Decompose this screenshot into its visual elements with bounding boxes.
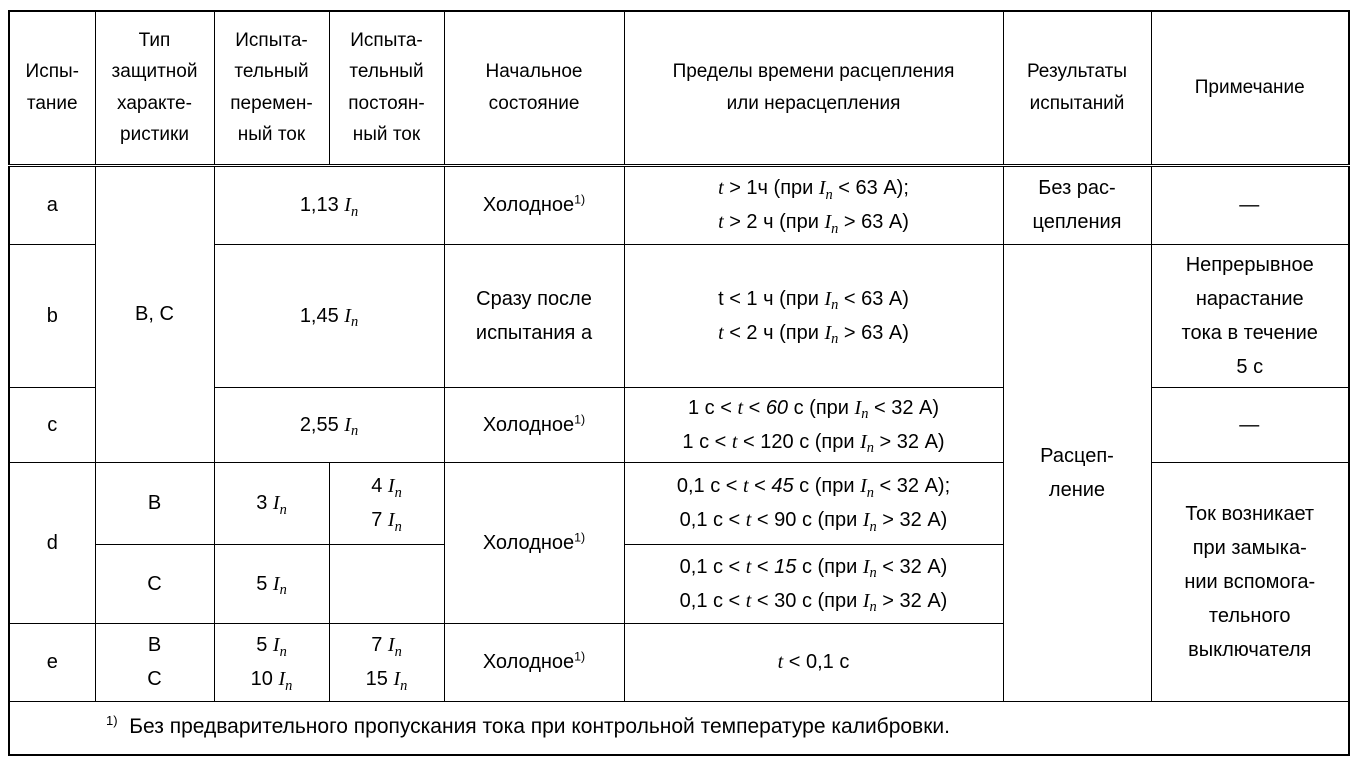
footnote-text: $^{1)}$ Без предварительного пропускания тока при контрольной температуре калибровки.: [9, 701, 1349, 755]
cell-d-c-dc: [329, 544, 444, 623]
cell-bcde-result: Расцеп- ление: [1003, 244, 1151, 701]
cell-d-b-ac: 3 $I_n$: [214, 462, 329, 544]
cell-b-limits: t < 1 ч (при $I_n < 63$ А) t < 2 ч (при $I_n > 63$ А): [624, 244, 1003, 387]
header-row: [9, 11, 1349, 165]
cell-d-c-type: С: [95, 544, 214, 623]
header-protection-type: Тип защитной характе- ристики: [95, 11, 214, 165]
header-test-results: Результаты испытаний: [1003, 11, 1151, 165]
cell-a-id: a: [9, 165, 95, 244]
footnote-row: [9, 701, 1349, 755]
cell-d-b-type: В: [95, 462, 214, 544]
cell-e-ac: 5 $I_n$ 10 $I_n$: [214, 623, 329, 701]
cell-a-limits: t > 1ч (при $I_n < 63$ А); t > 2 ч (при $I_n > 63$ А): [624, 165, 1003, 244]
cell-c-limits: 1 с < t < 60 с (при $I_n < 32$ А) 1 с < t < 120 с (при $I_n > 32$ А): [624, 387, 1003, 462]
trip-time-test-table: [8, 10, 1350, 756]
cell-b-state: Сразу после испытания а: [444, 244, 624, 387]
cell-b-current: 1,45 $I_n$: [214, 244, 444, 387]
header-initial-state: Начальное состояние: [444, 11, 624, 165]
cell-a-state: Холодное$^{1)}$: [444, 165, 624, 244]
header-time-limits: Пределы времени расцепления или нерасцепления: [624, 11, 1003, 165]
cell-b-note: Непрерывное нарастание тока в течение 5 с: [1151, 244, 1349, 387]
cell-c-note: —: [1151, 387, 1349, 462]
cell-a-note: —: [1151, 165, 1349, 244]
cell-e-type: В С: [95, 623, 214, 701]
header-test: Испы- тание: [9, 11, 95, 165]
header-test-ac-current: Испыта- тельный перемен- ный ток: [214, 11, 329, 165]
cell-e-limits: t < 0,1 с: [624, 623, 1003, 701]
cell-d-b-dc: 4 $I_n$ 7 $I_n$: [329, 462, 444, 544]
cell-abc-type: В, С: [95, 165, 214, 462]
cell-e-state: Холодное$^{1)}$: [444, 623, 624, 701]
cell-a-result: Без рас- цепления: [1003, 165, 1151, 244]
cell-d-id: d: [9, 462, 95, 623]
cell-c-state: Холодное$^{1)}$: [444, 387, 624, 462]
cell-d-b-limits: 0,1 с < t < 45 с (при $I_n < 32$ А); 0,1 с < t < 90 с (при $I_n > 32$ А): [624, 462, 1003, 544]
cell-a-current: 1,13 $I_n$: [214, 165, 444, 244]
row-a: [9, 165, 1349, 244]
cell-de-note: Ток возникает при замыка- нии вспомога- тельного выключателя: [1151, 462, 1349, 701]
cell-e-dc: 7 $I_n$ 15 $I_n$: [329, 623, 444, 701]
cell-d-c-limits: 0,1 с < t < 15 с (при $I_n < 32$ А) 0,1 с < t < 30 с (при $I_n > 32$ А): [624, 544, 1003, 623]
header-note: Примечание: [1151, 11, 1349, 165]
cell-d-c-ac: 5 $I_n$: [214, 544, 329, 623]
cell-d-state: Холодное$^{1)}$: [444, 462, 624, 623]
cell-b-id: b: [9, 244, 95, 387]
cell-e-id: e: [9, 623, 95, 701]
cell-c-current: 2,55 $I_n$: [214, 387, 444, 462]
header-test-dc-current: Испыта- тельный постоян- ный ток: [329, 11, 444, 165]
cell-c-id: c: [9, 387, 95, 462]
